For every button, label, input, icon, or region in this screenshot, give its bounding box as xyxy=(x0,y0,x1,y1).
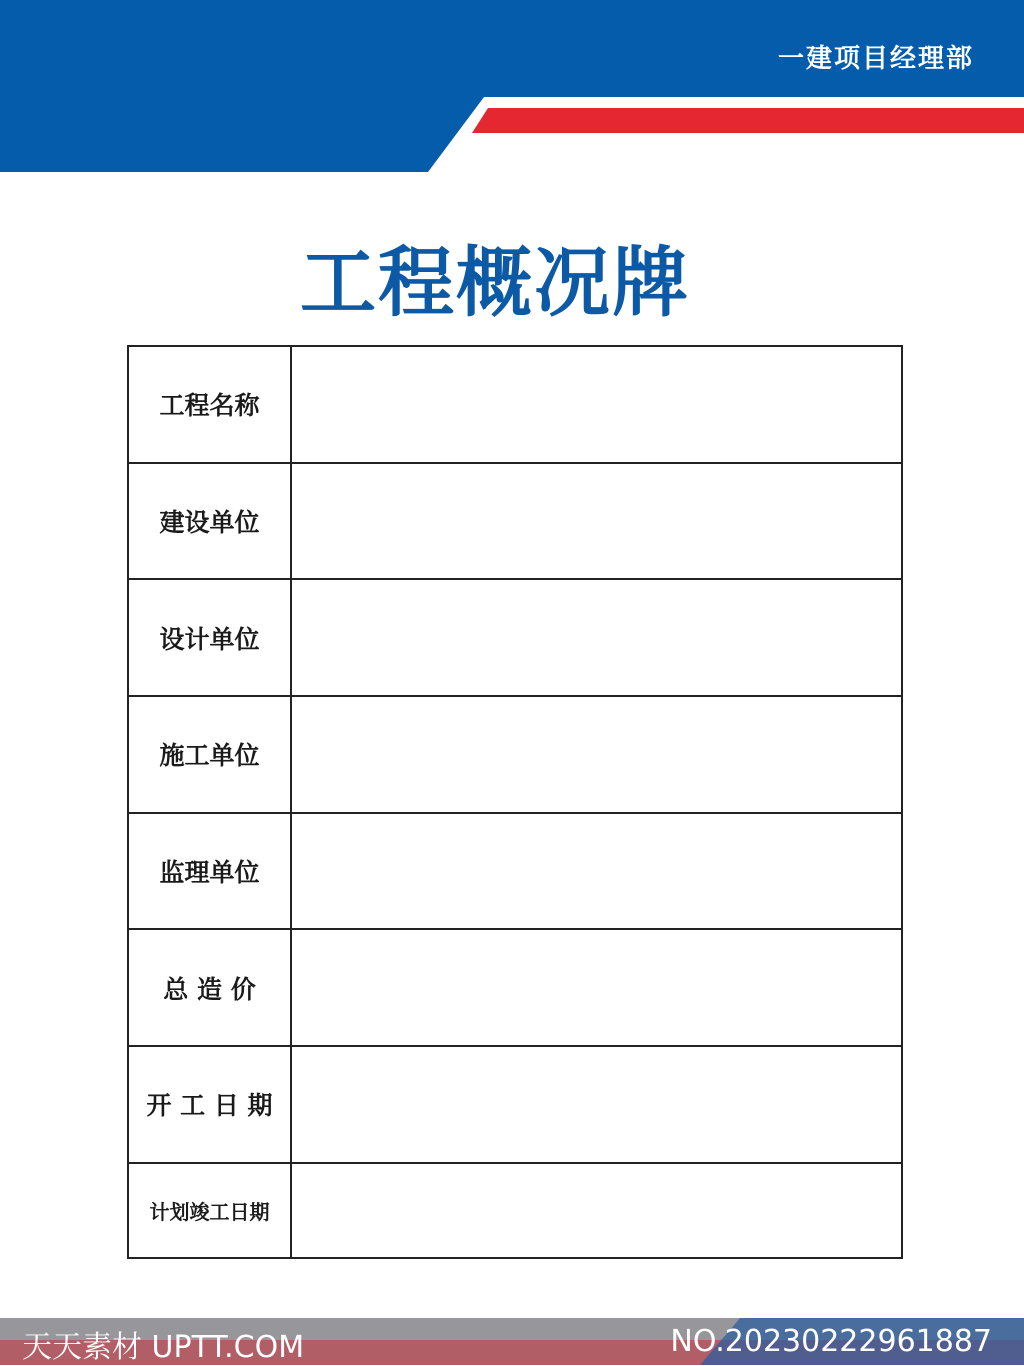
row-label-project-name: 工程名称 xyxy=(128,346,291,463)
organization-name: 一建项目经理部 xyxy=(777,44,974,74)
table-row xyxy=(128,1163,902,1258)
table-row xyxy=(128,1046,902,1163)
header-blue-band xyxy=(0,0,1024,172)
row-label-construction-unit: 建设单位 xyxy=(128,463,291,580)
table-row xyxy=(128,579,902,696)
project-info-table xyxy=(127,345,903,1259)
table-row xyxy=(128,929,902,1046)
row-value-design-unit xyxy=(291,579,902,696)
header-red-stripe xyxy=(472,108,1024,133)
row-value-project-name xyxy=(291,346,902,463)
row-label-design-unit: 设计单位 xyxy=(128,579,291,696)
header-banner xyxy=(0,0,1024,172)
table-row xyxy=(128,463,902,580)
row-value-construction-unit xyxy=(291,463,902,580)
table-row xyxy=(128,346,902,463)
row-value-supervision-unit xyxy=(291,813,902,930)
table-row xyxy=(128,813,902,930)
row-value-contractor xyxy=(291,696,902,813)
row-value-total-cost xyxy=(291,929,902,1046)
row-label-supervision-unit: 监理单位 xyxy=(128,813,291,930)
row-value-planned-completion-date xyxy=(291,1163,902,1258)
page-title: 工程概况牌 xyxy=(300,238,690,327)
row-value-start-date xyxy=(291,1046,902,1163)
table-row xyxy=(128,696,902,813)
watermark-serial-number: NO.20230222961887 xyxy=(670,1324,992,1359)
watermark-site-text: 天天素材 UPTT.COM xyxy=(22,1330,305,1365)
row-label-planned-completion-date: 计划竣工日期 xyxy=(128,1163,291,1258)
row-label-total-cost: 总 造 价 xyxy=(128,929,291,1046)
row-label-start-date: 开 工 日 期 xyxy=(128,1046,291,1163)
row-label-contractor: 施工单位 xyxy=(128,696,291,813)
